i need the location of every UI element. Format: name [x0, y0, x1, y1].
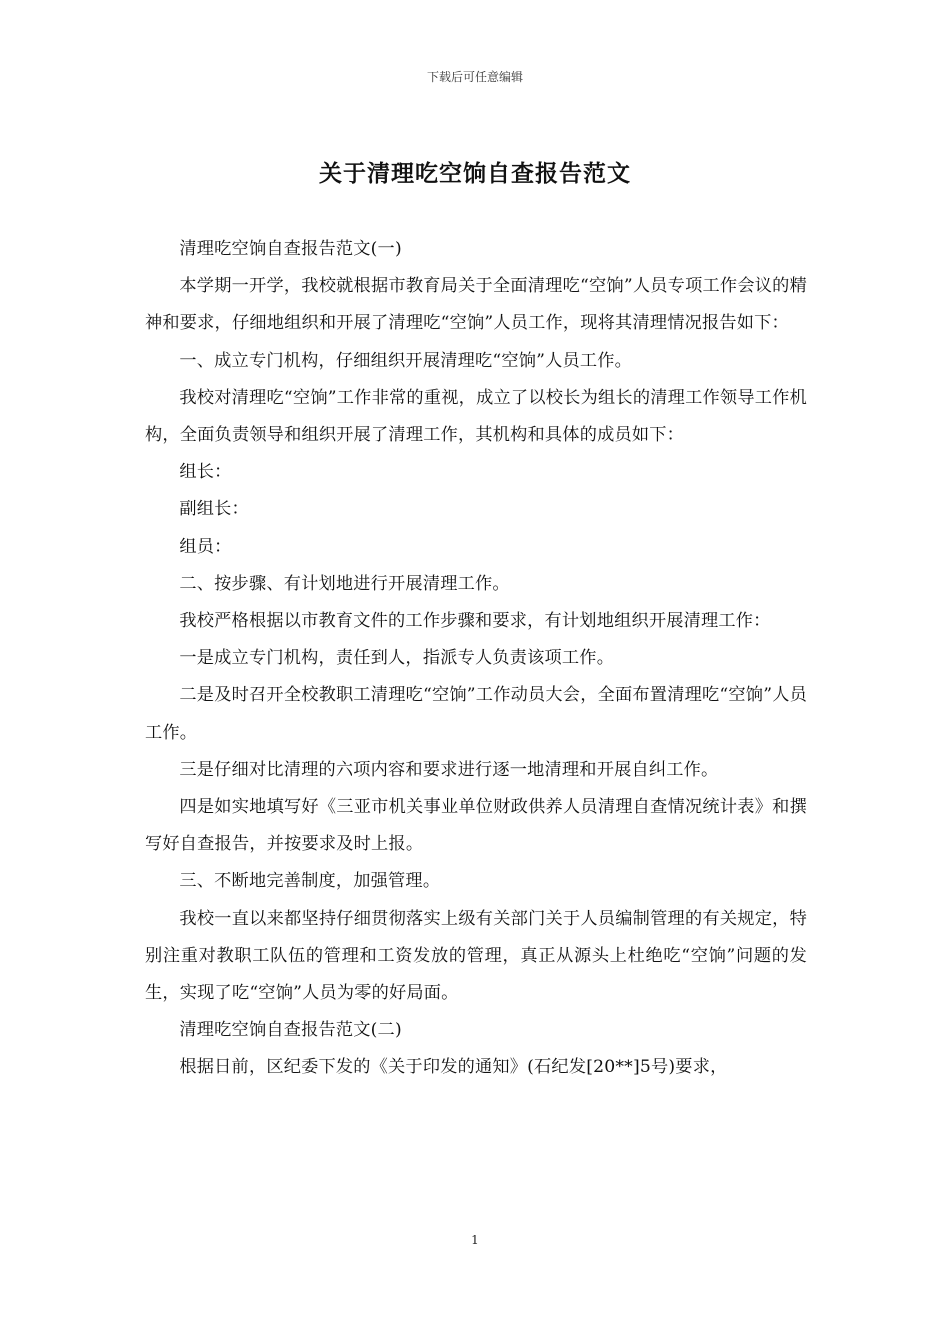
- paragraph: 我校对清理吃“空饷”工作非常的重视，成立了以校长为组长的清理工作领导工作机构，全面负责领导和组织开展了清理工作，其机构和具体的成员如下：: [145, 387, 807, 446]
- paragraph: 四是如实地填写好《三亚市机关事业单位财政供养人员清理自查情况统计表》和撰写好自查报告，并按要求及时上报。: [145, 797, 807, 855]
- document-body: [145, 231, 807, 1087]
- paragraph: 一、成立专门机构，仔细组织开展清理吃“空饷”人员工作。: [179, 350, 633, 371]
- paragraph: 副组长：: [179, 499, 249, 520]
- paragraph: 一是成立专门机构，责任到人，指派专人负责该项工作。: [179, 648, 615, 669]
- paragraph: 清理吃空饷自查报告范文(二): [179, 1020, 402, 1041]
- paragraph: 二是及时召开全校教职工清理吃“空饷”工作动员大会，全面布置清理吃“空饷”人员工作。: [145, 685, 807, 743]
- paragraph: 我校严格根据以市教育文件的工作步骤和要求，有计划地组织开展清理工作：: [179, 611, 771, 632]
- page-number: 1: [471, 1233, 479, 1247]
- paragraph: 根据日前，区纪委下发的《关于印发的通知》(石纪发[20**]5号)要求，: [179, 1057, 728, 1078]
- paragraph: 三是仔细对比清理的六项内容和要求进行逐一地清理和开展自纠工作。: [179, 759, 719, 780]
- paragraph: 组员：: [179, 536, 232, 557]
- paragraph: 三、不断地完善制度，加强管理。: [179, 871, 441, 892]
- paragraph: 二、按步骤、有计划地进行开展清理工作。: [179, 573, 510, 594]
- paragraph: 清理吃空饷自查报告范文(一): [179, 239, 402, 259]
- header-note: 下载后可任意编辑: [426, 70, 523, 84]
- paragraph: 本学期一开学，我校就根据市教育局关于全面清理吃“空饷”人员专项工作会议的精神和要求，仔细地组织和开展了清理吃“空饷”人员工作，现将其清理情况报告如下：: [145, 276, 807, 334]
- document-title: 关于清理吃空饷自查报告范文: [319, 160, 631, 187]
- paragraph: 我校一直以来都坚持仔细贯彻落实上级有关部门关于人员编制管理的有关规定，特别注重对教职工队伍的管理和工资发放的管理，真正从源头上杜绝吃“空饷”问题的发生，实现了吃“空饷”人员为零的好局面。: [145, 908, 807, 1004]
- paragraph: 组长：: [179, 462, 232, 483]
